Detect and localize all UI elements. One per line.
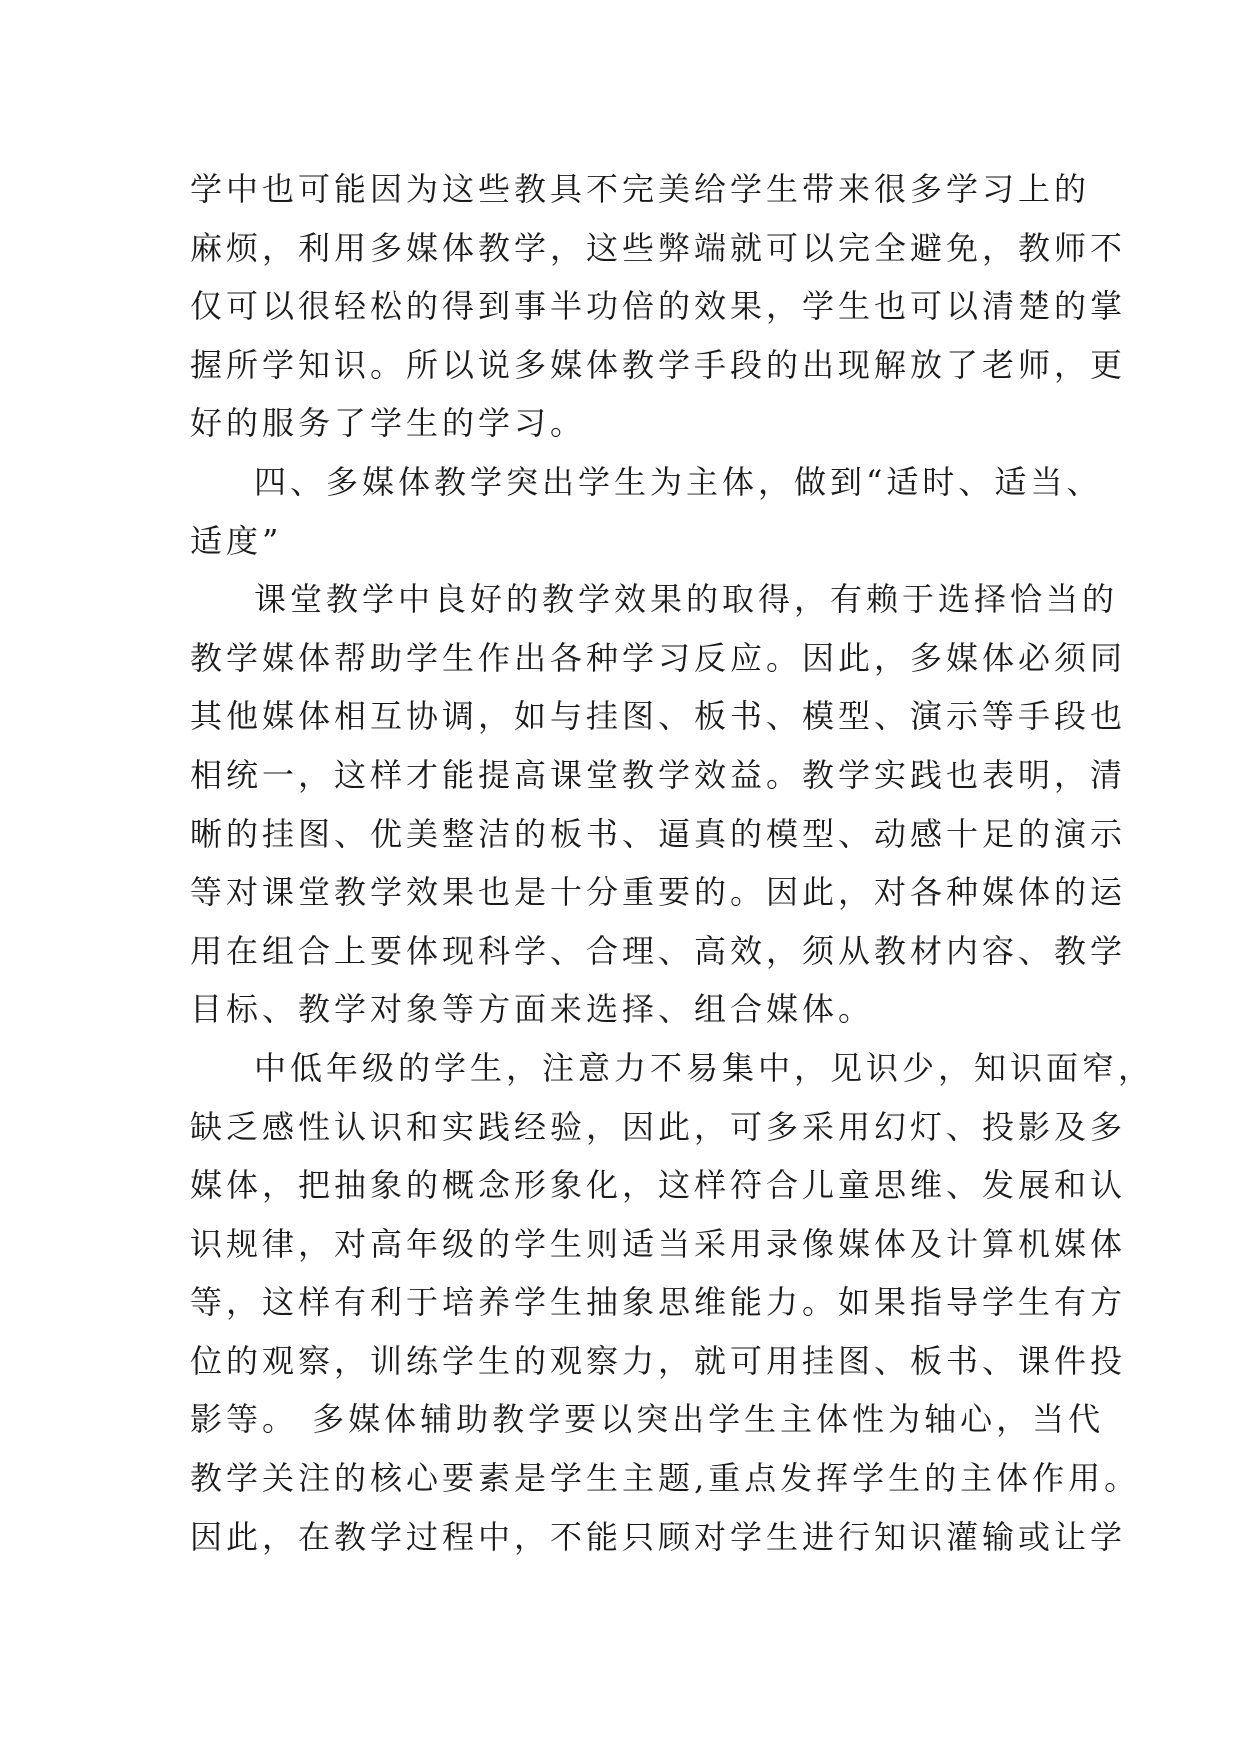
text-line: 仅可以很轻松的得到事半功倍的效果，学生也可以清楚的掌: [190, 287, 1127, 326]
text-line: 课堂教学中良好的教学效果的取得，有赖于选择恰当的: [254, 580, 1119, 619]
text-line: 麻烦，利用多媒体教学，这些弊端就可以完全避免，教师不: [190, 228, 1127, 267]
text-line: 缺乏感性认识和实践经验，因此，可多采用幻灯、投影及多: [190, 1107, 1127, 1146]
text-line: 教学媒体帮助学生作出各种学习反应。因此，多媒体必须同: [190, 638, 1127, 677]
text-line: 好的服务了学生的学习。: [190, 404, 587, 443]
text-line: 等对课堂教学效果也是十分重要的。因此，对各种媒体的运: [190, 873, 1127, 912]
text-line: 等，这样有利于培养学生抽象思维能力。如果指导学生有方: [190, 1283, 1127, 1322]
text-line: 四、多媒体教学突出学生为主体，做到“适时、适当、: [254, 462, 1103, 501]
text-line: 握所学知识。所以说多媒体教学手段的出现解放了老师，更: [190, 345, 1127, 384]
text-line: 识规律，对高年级的学生则适当采用录像媒体及计算机媒体: [190, 1224, 1127, 1263]
text-line: 相统一，这样才能提高课堂教学效益。教学实践也表明，清: [190, 755, 1127, 794]
text-line: 因此，在教学过程中，不能只顾对学生进行知识灌输或让学: [190, 1517, 1127, 1556]
text-line: 影等。 多媒体辅助教学要以突出学生主体性为轴心，当代: [190, 1400, 1105, 1439]
body-text: [190, 160, 1155, 1566]
text-line: 晰的挂图、优美整洁的板书、逼真的模型、动感十足的演示: [190, 814, 1127, 853]
text-line: 目标、教学对象等方面来选择、组合媒体。: [190, 990, 875, 1029]
text-line: 学中也可能因为这些教具不完美给学生带来很多学习上的: [190, 170, 1091, 208]
text-line: 教学关注的核心要素是学生主题,重点发挥学生的主体作用。: [190, 1459, 1141, 1498]
text-line: 适度”: [190, 521, 283, 560]
text-line: 媒体，把抽象的概念形象化，这样符合儿童思维、发展和认: [190, 1166, 1127, 1205]
text-line: 其他媒体相互协调，如与挂图、板书、模型、演示等手段也: [190, 697, 1127, 736]
text-line: 用在组合上要体现科学、合理、高效，须从教材内容、教学: [190, 931, 1127, 970]
text-line: 位的观察，训练学生的观察力，就可用挂图、板书、课件投: [190, 1341, 1127, 1380]
text-line: 中低年级的学生，注意力不易集中，见识少，知识面窄，: [254, 1048, 1155, 1087]
